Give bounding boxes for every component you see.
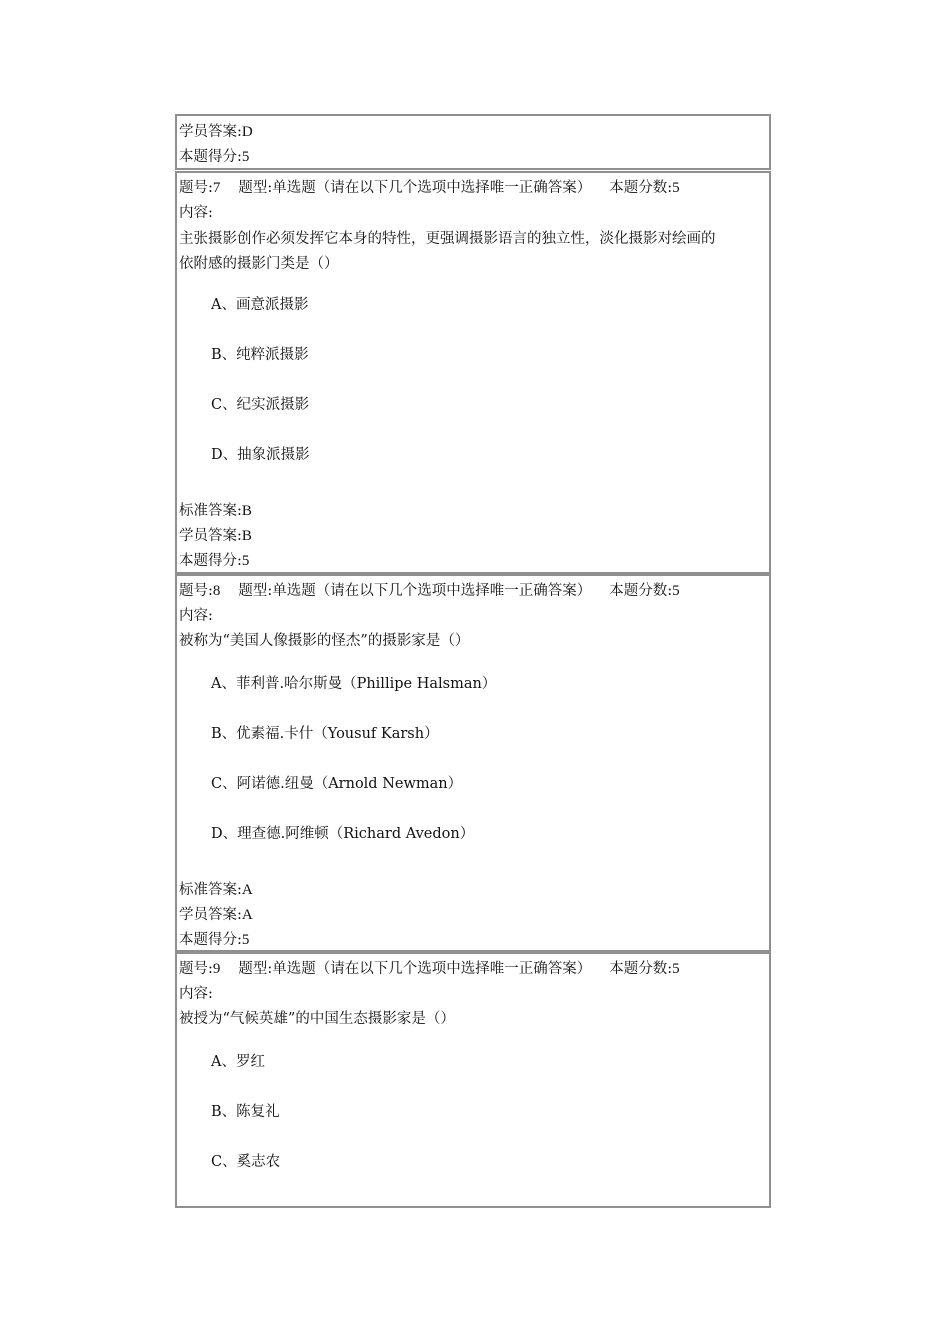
student-answer-value: A xyxy=(241,907,253,923)
content-label: 内容: xyxy=(179,205,213,221)
option-a: A、菲利普.哈尔斯曼（Phillipe Halsman） xyxy=(211,676,497,692)
standard-answer-value: A xyxy=(241,882,253,898)
standard-answer-row: 标准答案:A xyxy=(179,882,253,898)
question-number: 8 xyxy=(212,583,221,599)
question-type: 单选题（请在以下几个选项中选择唯一正确答案） xyxy=(272,961,592,977)
question-block-8 xyxy=(175,574,771,952)
option-b: B、纯粹派摄影 xyxy=(211,347,309,363)
score-row: 本题得分:5 xyxy=(179,553,250,569)
question-number: 9 xyxy=(212,961,221,977)
question-type: 单选题（请在以下几个选项中选择唯一正确答案） xyxy=(272,180,592,196)
option-d: D、抽象派摄影 xyxy=(211,447,310,463)
option-c: C、奚志农 xyxy=(211,1154,281,1170)
option-b: B、陈复礼 xyxy=(211,1104,280,1120)
option-d: D、理查德.阿维顿（Richard Avedon） xyxy=(211,826,475,842)
standard-answer-row: 标准答案:B xyxy=(179,503,252,519)
score-value: 5 xyxy=(241,932,250,948)
student-answer-value: D xyxy=(241,124,253,140)
score-row: 本题得分:5 xyxy=(179,932,250,948)
question-stem-line: 被授为“气候英雄”的中国生态摄影家是（） xyxy=(179,1011,455,1027)
option-c: C、纪实派摄影 xyxy=(211,397,310,413)
student-answer-row: 学员答案:D xyxy=(179,124,253,140)
content-label: 内容: xyxy=(179,608,213,624)
question-points: 5 xyxy=(672,180,680,196)
question-stem-line: 主张摄影创作必须发挥它本身的特性，更强调摄影语言的独立性，淡化摄影对绘画的 xyxy=(179,231,716,247)
question-header: 题号:9 题型:单选题（请在以下几个选项中选择唯一正确答案） 本题分数:5 xyxy=(179,961,680,977)
question-stem-line: 被称为“美国人像摄影的怪杰”的摄影家是（） xyxy=(179,633,470,649)
question-stem-line: 依附感的摄影门类是（） xyxy=(179,256,339,272)
question-points: 5 xyxy=(672,961,680,977)
option-a: A、画意派摄影 xyxy=(211,297,309,313)
score-value: 5 xyxy=(241,553,250,569)
standard-answer-value: B xyxy=(241,503,252,519)
student-answer-row: 学员答案:A xyxy=(179,907,253,923)
option-c: C、阿诺德.纽曼（Arnold Newman） xyxy=(211,776,463,792)
option-b: B、优素福.卡什（Yousuf Karsh） xyxy=(211,726,439,742)
option-a: A、罗红 xyxy=(211,1054,265,1070)
score-row: 本题得分:5 xyxy=(179,149,250,165)
student-answer-value: B xyxy=(241,528,252,544)
question-block-9 xyxy=(175,952,771,1208)
question-header: 题号:7 题型:单选题（请在以下几个选项中选择唯一正确答案） 本题分数:5 xyxy=(179,180,680,196)
answer-summary-block xyxy=(175,114,771,170)
content-label: 内容: xyxy=(179,986,213,1002)
student-answer-row: 学员答案:B xyxy=(179,528,252,544)
question-header: 题号:8 题型:单选题（请在以下几个选项中选择唯一正确答案） 本题分数:5 xyxy=(179,583,680,599)
question-type: 单选题（请在以下几个选项中选择唯一正确答案） xyxy=(272,583,592,599)
question-block-7 xyxy=(175,171,771,574)
question-number: 7 xyxy=(212,180,221,196)
question-points: 5 xyxy=(672,583,680,599)
score-value: 5 xyxy=(241,149,250,165)
